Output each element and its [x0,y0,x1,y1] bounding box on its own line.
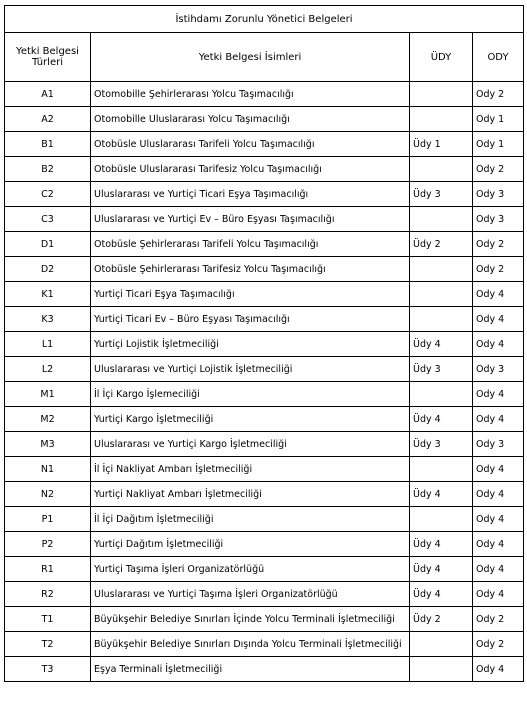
cell-name: İl İçi Kargo İşlemeciliği [91,382,410,407]
cell-ody: Ody 2 [473,82,524,107]
table-row [5,632,524,657]
table-row [5,332,524,357]
cell-ody: Ody 4 [473,532,524,557]
cell-udy: Üdy 2 [410,607,473,632]
table-row [5,382,524,407]
cell-udy [410,107,473,132]
table-row [5,482,524,507]
cell-udy [410,307,473,332]
cell-type: D1 [5,232,91,257]
cell-ody: Ody 4 [473,407,524,432]
cell-udy [410,657,473,682]
cell-ody: Ody 2 [473,157,524,182]
header-row [5,33,524,82]
table-row [5,532,524,557]
cell-name: Uluslararası ve Yurtiçi Taşıma İşleri Organizatörlüğü [91,582,410,607]
cell-ody: Ody 4 [473,332,524,357]
cell-name: Uluslararası ve Yurtiçi Lojistik İşletmeciliği [91,357,410,382]
cell-ody: Ody 4 [473,457,524,482]
cell-udy [410,632,473,657]
cell-name: Otomobille Uluslararası Yolcu Taşımacılığı [91,107,410,132]
cell-name: Büyükşehir Belediye Sınırları İçinde Yolcu Terminali İşletmeciliği [91,607,410,632]
table-row [5,307,524,332]
cell-type: C2 [5,182,91,207]
cell-name: Yurtiçi Nakliyat Ambarı İşletmeciliği [91,482,410,507]
table-row [5,407,524,432]
table-row [5,132,524,157]
cell-type: T3 [5,657,91,682]
cell-type: A1 [5,82,91,107]
cell-type: C3 [5,207,91,232]
cell-name: Yurtiçi Ticari Eşya Taşımacılığı [91,282,410,307]
table-row [5,282,524,307]
cell-ody: Ody 4 [473,582,524,607]
table-row [5,607,524,632]
table-row [5,207,524,232]
cell-type: T1 [5,607,91,632]
cell-type: M2 [5,407,91,432]
cell-ody: Ody 1 [473,132,524,157]
cell-type: R1 [5,557,91,582]
cell-type: P2 [5,532,91,557]
cell-name: Yurtiçi Kargo İşletmeciliği [91,407,410,432]
cell-ody: Ody 4 [473,507,524,532]
table-row [5,657,524,682]
cell-udy [410,282,473,307]
cell-name: Otobüsle Uluslararası Tarifesiz Yolcu Taşımacılığı [91,157,410,182]
cell-name: Otobüsle Uluslararası Tarifeli Yolcu Taşımacılığı [91,132,410,157]
cell-name: Otobüsle Şehirlerarası Tarifesiz Yolcu Taşımacılığı [91,257,410,282]
table-row [5,232,524,257]
cell-ody: Ody 4 [473,482,524,507]
cell-type: N1 [5,457,91,482]
table-row [5,182,524,207]
cell-type: B1 [5,132,91,157]
cell-ody: Ody 2 [473,607,524,632]
cell-name: Uluslararası ve Yurtiçi Ev – Büro Eşyası Taşımacılığı [91,207,410,232]
table-row [5,357,524,382]
table-row [5,432,524,457]
cell-ody: Ody 3 [473,182,524,207]
cell-name: Yurtiçi Taşıma İşleri Organizatörlüğü [91,557,410,582]
cell-type: T2 [5,632,91,657]
cell-name: Yurtiçi Lojistik İşletmeciliği [91,332,410,357]
table-row [5,557,524,582]
cell-udy [410,507,473,532]
table-row [5,507,524,532]
cell-type: A2 [5,107,91,132]
table-row [5,107,524,132]
cell-udy: Üdy 1 [410,132,473,157]
cell-name: Uluslararası ve Yurtiçi Ticari Eşya Taşımacılığı [91,182,410,207]
certificates-table [4,5,524,682]
cell-ody: Ody 4 [473,307,524,332]
cell-ody: Ody 2 [473,632,524,657]
cell-name: İl İçi Dağıtım İşletmeciliği [91,507,410,532]
cell-ody: Ody 3 [473,357,524,382]
cell-type: L2 [5,357,91,382]
cell-type: K3 [5,307,91,332]
cell-type: K1 [5,282,91,307]
cell-udy: Üdy 3 [410,182,473,207]
cell-udy [410,207,473,232]
cell-udy [410,82,473,107]
cell-udy: Üdy 4 [410,582,473,607]
cell-udy [410,382,473,407]
cell-ody: Ody 1 [473,107,524,132]
cell-type: P1 [5,507,91,532]
cell-ody: Ody 4 [473,557,524,582]
cell-ody: Ody 2 [473,257,524,282]
header-ody: ODY [473,33,524,82]
cell-udy: Üdy 4 [410,407,473,432]
header-type: Yetki Belgesi Türleri [5,33,91,82]
cell-type: B2 [5,157,91,182]
cell-name: Otomobille Şehirlerarası Yolcu Taşımacılığı [91,82,410,107]
cell-ody: Ody 2 [473,232,524,257]
cell-udy [410,457,473,482]
cell-type: R2 [5,582,91,607]
cell-udy: Üdy 3 [410,357,473,382]
table-row [5,257,524,282]
cell-udy [410,257,473,282]
cell-name: İl İçi Nakliyat Ambarı İşletmeciliği [91,457,410,482]
cell-name: Uluslararası ve Yurtiçi Kargo İşletmeciliği [91,432,410,457]
cell-name: Eşya Terminali İşletmeciliği [91,657,410,682]
cell-name: Büyükşehir Belediye Sınırları Dışında Yolcu Terminali İşletmeciliği [91,632,410,657]
cell-ody: Ody 3 [473,432,524,457]
cell-udy: Üdy 4 [410,332,473,357]
cell-udy: Üdy 3 [410,432,473,457]
cell-type: D2 [5,257,91,282]
cell-udy [410,157,473,182]
cell-ody: Ody 4 [473,382,524,407]
cell-udy: Üdy 4 [410,482,473,507]
cell-name: Otobüsle Şehirlerarası Tarifeli Yolcu Taşımacılığı [91,232,410,257]
cell-ody: Ody 4 [473,282,524,307]
cell-udy: Üdy 4 [410,557,473,582]
cell-name: Yurtiçi Ticari Ev – Büro Eşyası Taşımacılığı [91,307,410,332]
cell-type: L1 [5,332,91,357]
table-body [5,82,524,682]
table-title: İstihdamı Zorunlu Yönetici Belgeleri [5,6,524,33]
cell-type: N2 [5,482,91,507]
header-name: Yetki Belgesi İsimleri [91,33,410,82]
cell-udy: Üdy 4 [410,532,473,557]
title-row [5,6,524,33]
table-row [5,157,524,182]
cell-udy: Üdy 2 [410,232,473,257]
table-row [5,82,524,107]
cell-ody: Ody 4 [473,657,524,682]
table-row [5,457,524,482]
table-row [5,582,524,607]
cell-type: M3 [5,432,91,457]
cell-type: M1 [5,382,91,407]
header-udy: ÜDY [410,33,473,82]
cell-ody: Ody 3 [473,207,524,232]
cell-name: Yurtiçi Dağıtım İşletmeciliği [91,532,410,557]
